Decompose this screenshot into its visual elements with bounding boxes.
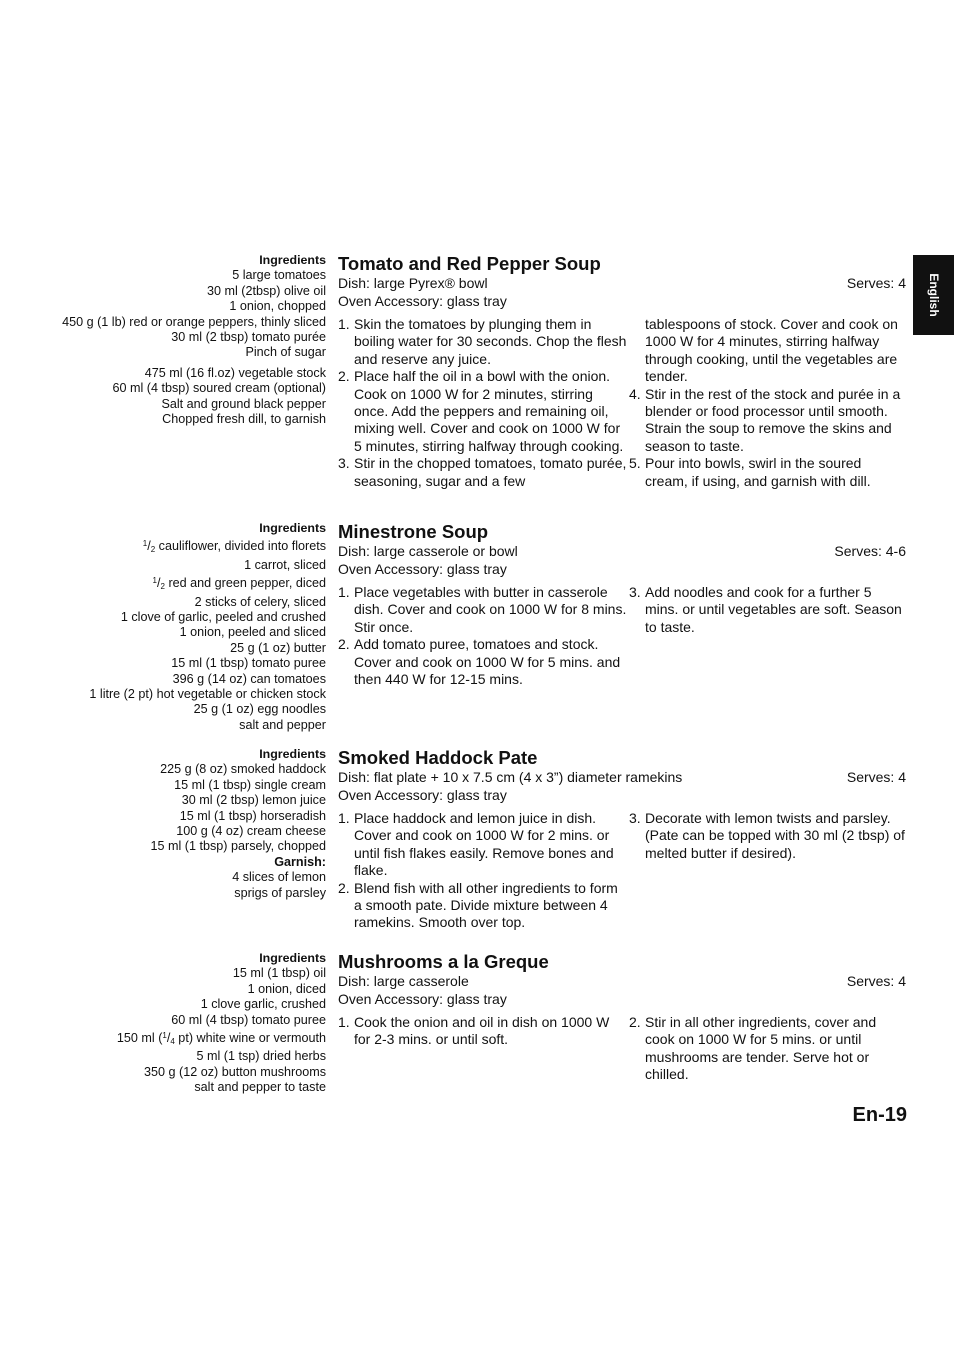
ingredient-item: 30 ml (2 tbsp) tomato purée: [171, 330, 326, 345]
accessory-info: Oven Accessory: glass tray: [338, 292, 507, 309]
ingredients-title: Ingredients: [259, 951, 326, 965]
recipe-title: Smoked Haddock Pate: [338, 747, 538, 768]
ingredients-list: [6, 521, 326, 733]
ingredient-item: $^1/_2$ red and green pepper, diced: [152, 576, 326, 592]
ingredient-item: 15 ml (1 tbsp) oil: [232, 966, 326, 981]
method-step: 2. Add tomato puree, tomatoes and stock. Cover and cook on 1000 W for 5 mins. and then 440 W for 12-15 mins.: [338, 636, 621, 688]
ingredient-item: salt and pepper to taste: [194, 1080, 326, 1095]
method-left: [338, 1014, 629, 1084]
ingredients-list: [6, 253, 326, 427]
ingredient-item: 1 onion, diced: [247, 981, 326, 996]
ingredient-item: 30 ml (2 tbsp) lemon juice: [181, 793, 326, 808]
ingredient-item: $^1/_2$ cauliflower, divided into florets: [142, 539, 326, 555]
recipe-meta: [338, 973, 906, 1008]
ingredient-item: 1 clove garlic, crushed: [200, 997, 326, 1012]
method-columns: [338, 810, 906, 932]
ingredient-item: 100 g (4 oz) cream cheese: [176, 824, 326, 839]
ingredient-item: 15 ml (1 tbsp) tomato puree: [171, 656, 326, 671]
method-columns: [338, 316, 906, 490]
accessory-info: Oven Accessory: glass tray: [338, 990, 507, 1007]
page-number: En-19: [852, 1104, 907, 1126]
method-right: [629, 1014, 906, 1084]
recipe-title: Tomato and Red Pepper Soup: [338, 253, 601, 274]
ingredient-item: 1 onion, peeled and sliced: [179, 625, 326, 640]
ingredient-item: 225 g (8 oz) smoked haddock: [160, 762, 326, 777]
recipe-meta: [338, 275, 906, 310]
dish-info: Dish: large casserole or bowl: [338, 543, 518, 559]
method-step: 5. Pour into bowls, swirl in the soured cream, if using, and garnish with dill.: [629, 455, 871, 489]
ingredient-item: 1 onion, chopped: [229, 299, 326, 314]
accessory-info: Oven Accessory: glass tray: [338, 786, 507, 803]
ingredient-item: 15 ml (1 tbsp) parsely, chopped: [150, 839, 326, 854]
method-columns: [338, 584, 906, 688]
ingredient-item: 25 g (1 oz) butter: [230, 640, 326, 655]
recipe-content: [338, 747, 906, 932]
ingredient-item: 15 ml (1 tbsp) horseradish: [179, 808, 326, 823]
method-left: [338, 810, 629, 932]
serves-info: Serves: 4: [846, 275, 906, 291]
language-tab-label: English: [926, 273, 941, 317]
ingredient-item: 5 large tomatoes: [232, 268, 326, 283]
method-step: 3. Decorate with lemon twists and parsley. (Pate can be topped with 30 ml (2 tbsp) of melted butter if desired).: [629, 810, 905, 861]
method-step-continuation: tablespoons of stock. Cover and cook on 1000 W for 4 minutes, stirring halfway through cooking, until the vegetables are tender.: [645, 316, 898, 385]
ingredients-title: Ingredients: [259, 747, 326, 761]
serves-info: Serves: 4: [846, 769, 906, 785]
method-columns: [338, 1014, 906, 1084]
ingredient-item: 450 g (1 lb) red or orange peppers, thinly sliced: [62, 314, 326, 329]
ingredient-item: salt and pepper: [239, 717, 326, 732]
method-step: 2. Stir in all other ingredients, cover and cook on 1000 W for 5 mins. or until mushrooms are tender. Serve hot or chilled.: [629, 1014, 877, 1083]
garnish-title: Garnish:: [274, 854, 326, 869]
recipe-meta: [338, 769, 906, 804]
garnish-item: sprigs of parsley: [234, 885, 326, 900]
ingredient-item: 1 litre (2 pt) hot vegetable or chicken stock: [89, 687, 326, 702]
method-step: 1. Cook the onion and oil in dish on 1000 W for 2-3 mins. or until soft.: [338, 1014, 610, 1048]
ingredients-title: Ingredients: [259, 253, 326, 267]
method-left: [338, 584, 629, 688]
recipe-content: [338, 253, 906, 490]
method-step: 3. Add noodles and cook for a further 5 mins. or until vegetables are soft. Season to taste.: [629, 584, 902, 635]
ingredient-item: 1 clove of garlic, peeled and crushed: [120, 610, 326, 625]
ingredient-item: 1 carrot, sliced: [244, 557, 326, 572]
recipe-content: [338, 951, 906, 1084]
method-step: 3. Stir in the chopped tomatoes, tomato purée, seasoning, sugar and a few: [338, 455, 627, 489]
ingredient-item: 30 ml (2tbsp) olive oil: [207, 283, 326, 298]
ingredient-item: 2 sticks of celery, sliced: [194, 594, 326, 609]
method-step: 1. Place vegetables with butter in casserole dish. Cover and cook on 1000 W for 8 mins. Stir once.: [338, 584, 627, 635]
dish-info: Dish: large casserole: [338, 973, 469, 989]
method-right: [629, 810, 906, 932]
ingredients-list: [6, 747, 326, 901]
recipe-title: Minestrone Soup: [338, 521, 489, 542]
ingredient-item: Salt and ground black pepper: [161, 396, 326, 411]
ingredient-item: 396 g (14 oz) can tomatoes: [172, 671, 326, 686]
ingredient-item: 350 g (12 oz) button mushrooms: [143, 1064, 326, 1079]
language-tab: [913, 255, 954, 335]
ingredient-item: 60 ml (4 tbsp) soured cream (optional): [112, 381, 326, 396]
ingredient-item: Pinch of sugar: [245, 345, 326, 360]
method-step: 2. Place half the oil in a bowl with the onion. Cook on 1000 W for 2 minutes, stirring once. Add the peppers and remaining oil, mixing well. Cover and cook on 1000 W for 5 minutes, stirring halfway through cooking.: [338, 368, 624, 454]
recipe-content: [338, 521, 906, 688]
method-step: 1. Skin the tomatoes by plunging them in boiling water for 30 seconds. Chop the flesh and reserve any juice.: [338, 316, 627, 367]
ingredient-item: 15 ml (1 tbsp) single cream: [174, 777, 326, 792]
method-step: 1. Place haddock and lemon juice in dish. Cover and cook on 1000 W for 2 mins. or until fish flakes easily. Remove bones and flake.: [338, 810, 614, 879]
dish-info: Dish: large Pyrex® bowl: [338, 275, 488, 291]
ingredient-item: 5 ml (1 tsp) dried herbs: [196, 1049, 326, 1064]
ingredients-list: [6, 951, 326, 1096]
dish-info: Dish: flat plate + 10 x 7.5 cm (4 x 3”) diameter ramekins: [338, 769, 683, 785]
method-right: [629, 584, 906, 688]
method-right: [629, 316, 906, 490]
method-step: 2. Blend fish with all other ingredients to form a smooth pate. Divide mixture between 4 ramekins. Smooth over top.: [338, 879, 618, 931]
serves-info: Serves: 4: [846, 973, 906, 989]
ingredients-title: Ingredients: [259, 521, 326, 535]
ingredient-item: 150 ml ($^1/_4$ pt) white wine or vermouth: [116, 1031, 326, 1047]
ingredient-item: 25 g (1 oz) egg noodles: [193, 702, 326, 717]
recipe-meta: [338, 543, 906, 578]
accessory-info: Oven Accessory: glass tray: [338, 560, 507, 577]
recipe-title: Mushrooms a la Greque: [338, 951, 549, 972]
method-left: [338, 316, 629, 490]
serves-info: Serves: 4-6: [834, 543, 906, 559]
garnish-item: 4 slices of lemon: [232, 870, 326, 885]
ingredient-item: 60 ml (4 tbsp) tomato puree: [171, 1012, 326, 1027]
method-step: 4. Stir in the rest of the stock and purée in a blender or food processor until smooth. Strain the soup to remove the skins and season to taste.: [629, 385, 901, 454]
ingredient-item: 475 ml (16 fl.oz) vegetable stock: [144, 365, 326, 380]
ingredient-item: Chopped fresh dill, to garnish: [162, 412, 326, 427]
